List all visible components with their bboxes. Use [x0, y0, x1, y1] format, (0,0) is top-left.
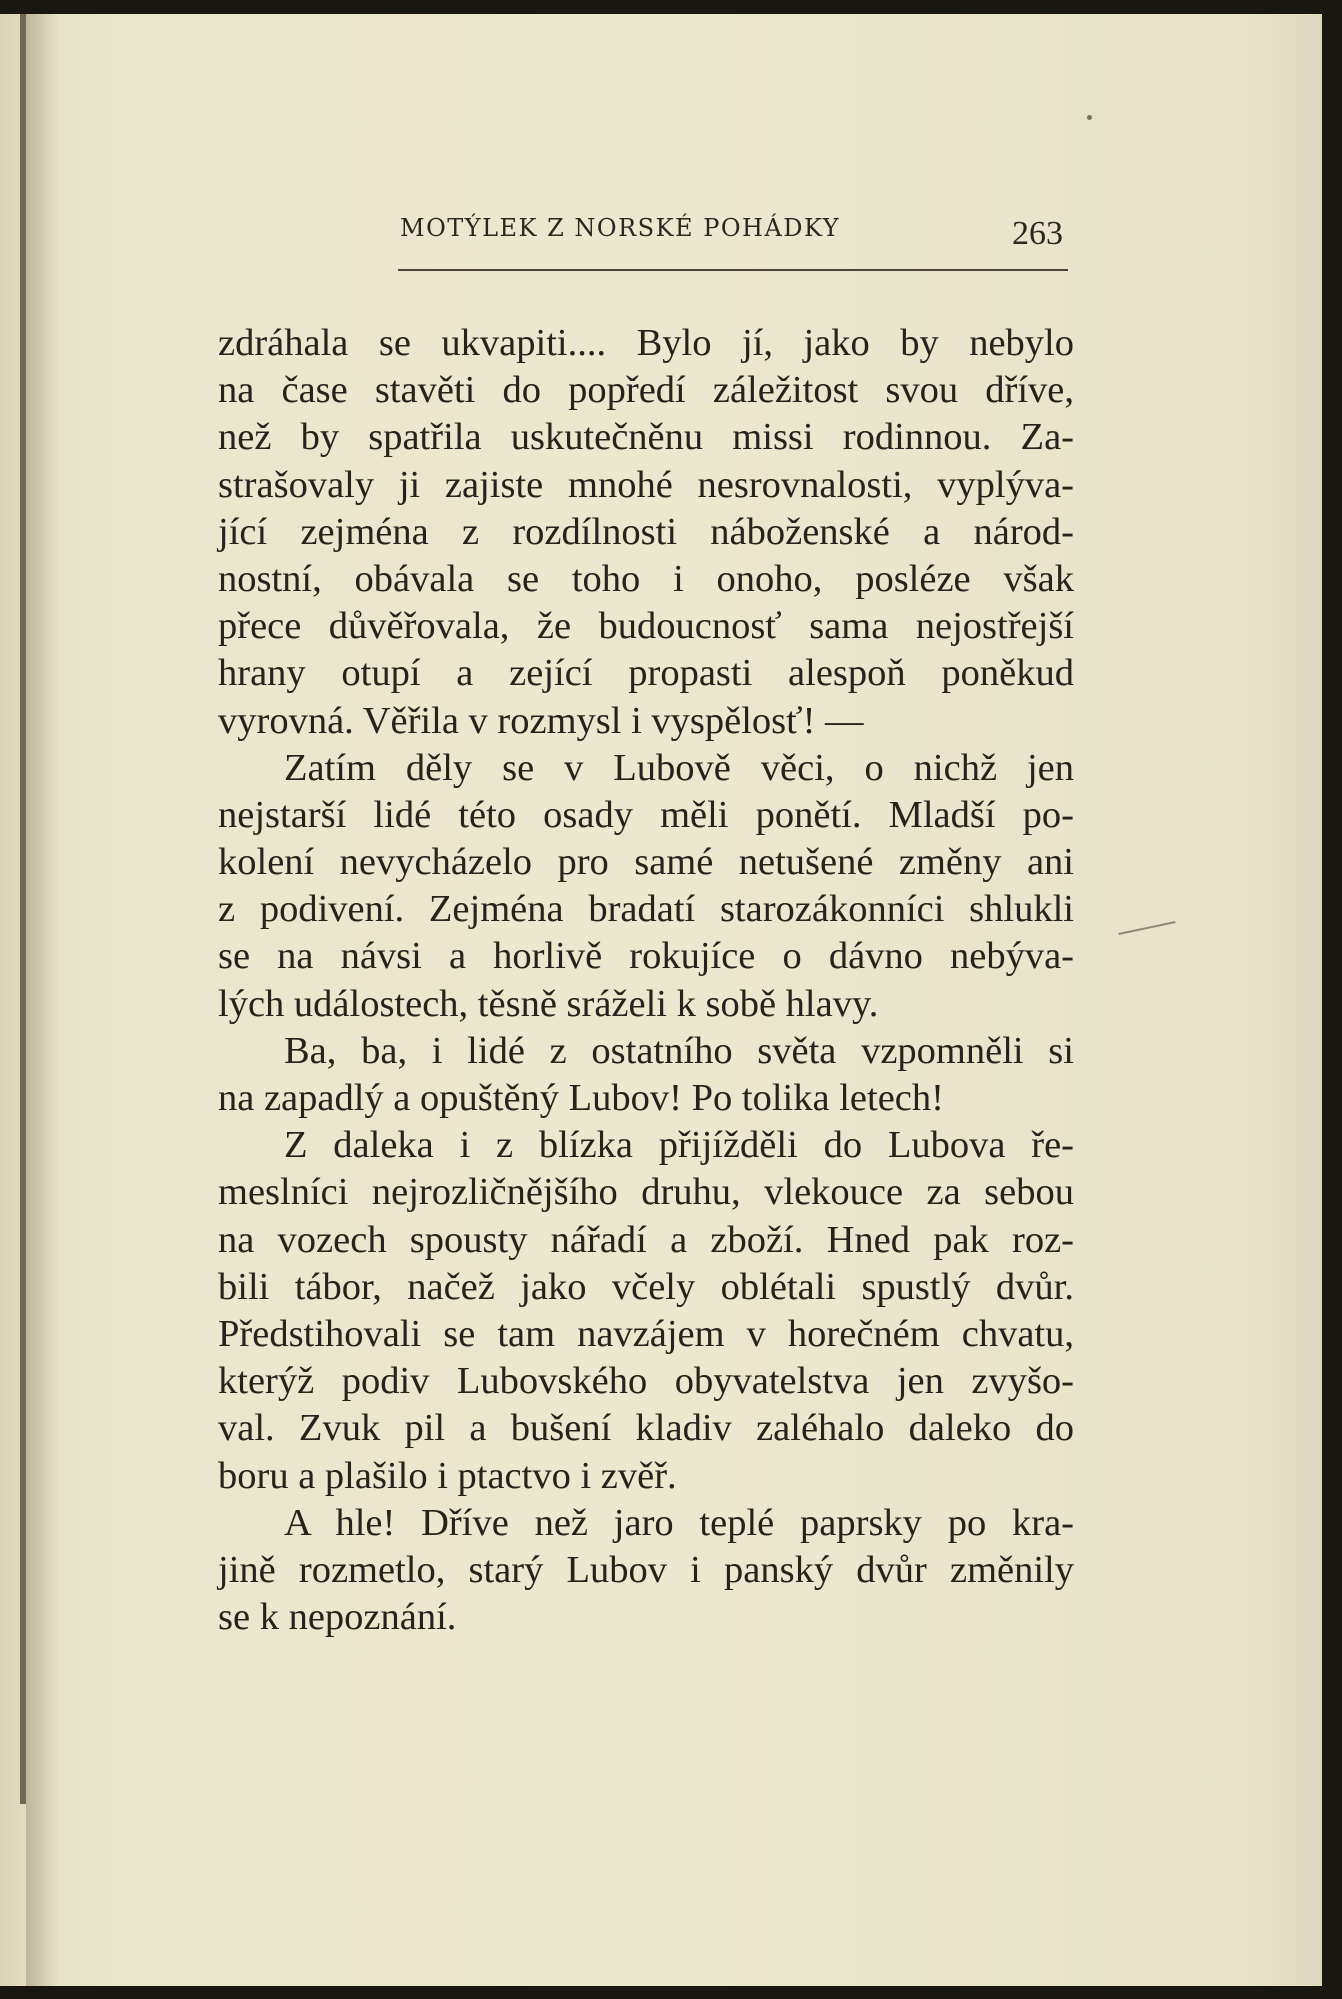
text-line: na vozech spousty nářadí a zboží. Hned pak roz-: [218, 1218, 1074, 1261]
page-number: 263: [1012, 215, 1063, 252]
text-line: na zapadlý a opuštěný Lubov! Po tolika letech!: [218, 1077, 944, 1119]
text-line: A hle! Dříve než jaro teplé paprsky po kra-: [284, 1501, 1074, 1544]
text-line: meslníci nejrozličnějšího druhu, vlekouce za sebou: [218, 1171, 1074, 1214]
text-line: strašovaly ji zajiste mnohé nesrovnalosti, vyplýva-: [218, 463, 1074, 506]
text-line: Zatím děly se v Lubově věci, o nichž jen: [284, 746, 1074, 789]
margin-pencil-mark: [1118, 921, 1175, 935]
text-line: jící zejména z rozdílnosti náboženské a národ-: [218, 510, 1074, 553]
paper-speck: [1087, 115, 1092, 120]
text-line: nejstarší lidé této osady měli ponětí. Mladší po-: [218, 793, 1074, 836]
text-line: kterýž podiv Lubovského obyvatelstva jen zvyšo-: [218, 1360, 1074, 1403]
header-rule: [398, 269, 1068, 271]
text-line: se na návsi a horlivě rokujíce o dávno nebýva-: [218, 935, 1074, 978]
body-text: [218, 320, 1074, 1641]
text-line: na čase stavěti do popředí záležitost svou dříve,: [218, 369, 1074, 412]
text-line: val. Zvuk pil a bušení kladiv zaléhalo daleko do: [218, 1407, 1074, 1450]
book-page: [0, 14, 1322, 1986]
text-line: bili tábor, načež jako včely oblétali spustlý dvůr.: [218, 1265, 1074, 1308]
text-line: vyrovná. Věřila v rozmysl i vyspělosť! —: [218, 699, 864, 742]
text-line: jině rozmetlo, starý Lubov i panský dvůr změnily: [218, 1548, 1074, 1591]
binding-gutter-shadow: [26, 14, 60, 1986]
text-line: zdráhala se ukvapiti.... Bylo jí, jako by nebylo: [218, 322, 1074, 364]
text-line: boru a plašilo i ptactvo i zvěř.: [218, 1454, 677, 1497]
text-line: kolení nevycházelo pro samé netušené změny ani: [218, 841, 1074, 884]
text-line: se k nepoznání.: [218, 1596, 457, 1639]
text-line: Z daleka i z blízka přijížděli do Lubova ře-: [284, 1124, 1074, 1167]
text-line: nostní, obávala se toho i onoho, posléze však: [218, 557, 1074, 600]
text-line: lých událostech, těsně sráželi k sobě hlavy.: [218, 982, 879, 1025]
text-line: přece důvěřovala, že budoucnosť sama nejostřejší: [218, 605, 1074, 648]
text-line: Ba, ba, i lidé z ostatního světa vzpomněli si: [284, 1029, 1074, 1072]
text-line: hrany otupí a zející propasti alespoň poněkud: [218, 652, 1074, 695]
text-line: Předstihovali se tam navzájem v horečném chvatu,: [218, 1312, 1074, 1355]
text-line: z podivení. Zejména bradatí starozákonníci shlukli: [218, 888, 1074, 931]
running-header-title: MOTÝLEK Z NORSKÉ POHÁDKY: [400, 214, 841, 242]
text-line: než by spatřila uskutečněnu missi rodinnou. Za-: [218, 416, 1074, 459]
